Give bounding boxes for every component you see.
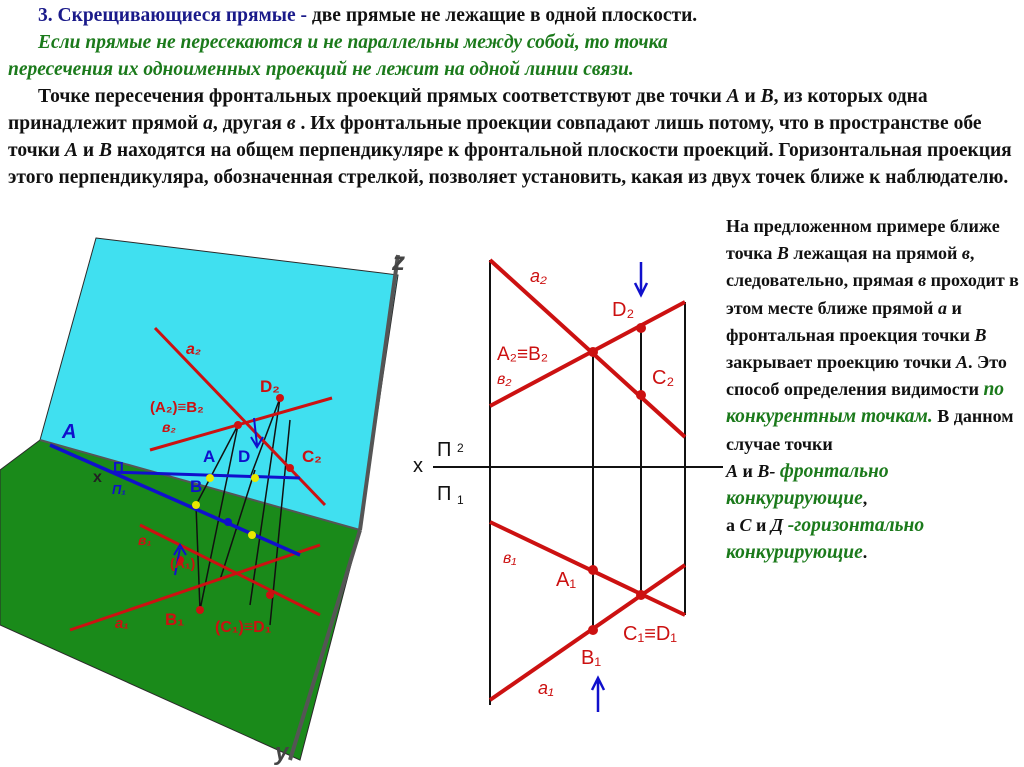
ortho-label-b1: B₁ (581, 647, 602, 669)
isometric-diagram (0, 238, 405, 766)
label-z: z (392, 246, 405, 276)
rule-line-2: пересечения их одноименных проекций не лежит на одной линии связи. (8, 59, 634, 80)
ortho-label-a1: a₁ (538, 678, 554, 698)
label-v1: в₁ (138, 532, 152, 548)
section-number: 3. (38, 5, 53, 26)
label-ab2: (A₂)≡B₂ (150, 399, 204, 416)
label-B: B (190, 477, 203, 496)
ortho-v1 (490, 522, 685, 615)
label-pi1: П₁ (112, 482, 126, 497)
label-pi2: П (113, 459, 124, 476)
label-a: A (62, 421, 77, 443)
label-d2: D₂ (260, 377, 280, 396)
label-x: x (93, 469, 102, 486)
ortho-label-a1p: A₁ (556, 569, 577, 591)
label-c2: C₂ (302, 447, 322, 466)
definition: две прямые не лежащие в одной плоскости. (311, 5, 698, 26)
ortho-label-d2: D₂ (612, 299, 635, 321)
ortho-label-x: x (413, 455, 423, 477)
ortho-label-pi1-sub: 1 (457, 493, 464, 507)
label-b1: B₁ (165, 610, 185, 629)
label-a1-paren: (A₁) (170, 555, 196, 571)
ortho-label-v1: в₁ (503, 550, 517, 567)
term-horizontal-competing: -горизонтально конкурирующие (726, 515, 925, 564)
ortho-label-a2: a₂ (530, 266, 547, 286)
ortho-label-cd1: C₁≡D₁ (623, 623, 678, 645)
ortho-arrow-up-icon (592, 678, 604, 712)
term: Скрещивающиеся прямые - (57, 5, 308, 26)
label-y: y (275, 739, 289, 766)
ortho-label-pi2-sub: 2 (457, 441, 464, 455)
rule-line-1: Если прямые не пересекаются и не параллельны между собой, то точка (38, 32, 668, 53)
ortho-arrow-down-icon (635, 262, 647, 295)
ortho-label-pi2: П (437, 439, 452, 461)
ortho-label-v2: в₂ (497, 371, 512, 388)
orthographic-diagram (413, 260, 723, 712)
ortho-label-ab2: A₂≡B₂ (497, 344, 549, 365)
label-a2: a₂ (186, 341, 201, 358)
label-a1: a₁ (115, 615, 129, 632)
label-cd1: (C₁)≡D₁ (215, 619, 272, 636)
explanation-paragraph: Точке пересечения фронтальных проекций прямых соответствуют две точки A и B, из которых одна принадлежит прямой a, другая в . Их фронтальные проекции совпадают лишь потому, что в пространстве обе точки A и B находятся на общем перпендикуляре к фронтальной плоскости проекций. Горизонтальная проекция этого перпендикуляра, обозначенная стрелкой, позволяет установить, какая из двух точек ближе к наблюдателю. (8, 86, 1012, 188)
label-A: A (203, 447, 216, 466)
term-competing-points: по конкурентным точкам. (726, 379, 1005, 428)
label-D: D (238, 447, 251, 466)
ortho-label-pi1: П (437, 483, 452, 505)
term-frontal-competing: фронтально конкурирующие (726, 460, 889, 510)
right-explanation: На предложенном примере ближе точка B лежащая на прямой в, следовательно, прямая в проходит в этом месте ближе прямой a и фронтальная проекция точки B закрывает проекцию точки A. Это способ определения видимости по конкурентным точкам. В данном случае точки A и B- фронтально конкурирующие, а C и Д -горизонтально конкурирующие. (726, 216, 1019, 564)
ortho-points (588, 323, 646, 635)
ortho-label-c2: C₂ (652, 367, 675, 389)
label-v2: в₂ (162, 419, 176, 435)
